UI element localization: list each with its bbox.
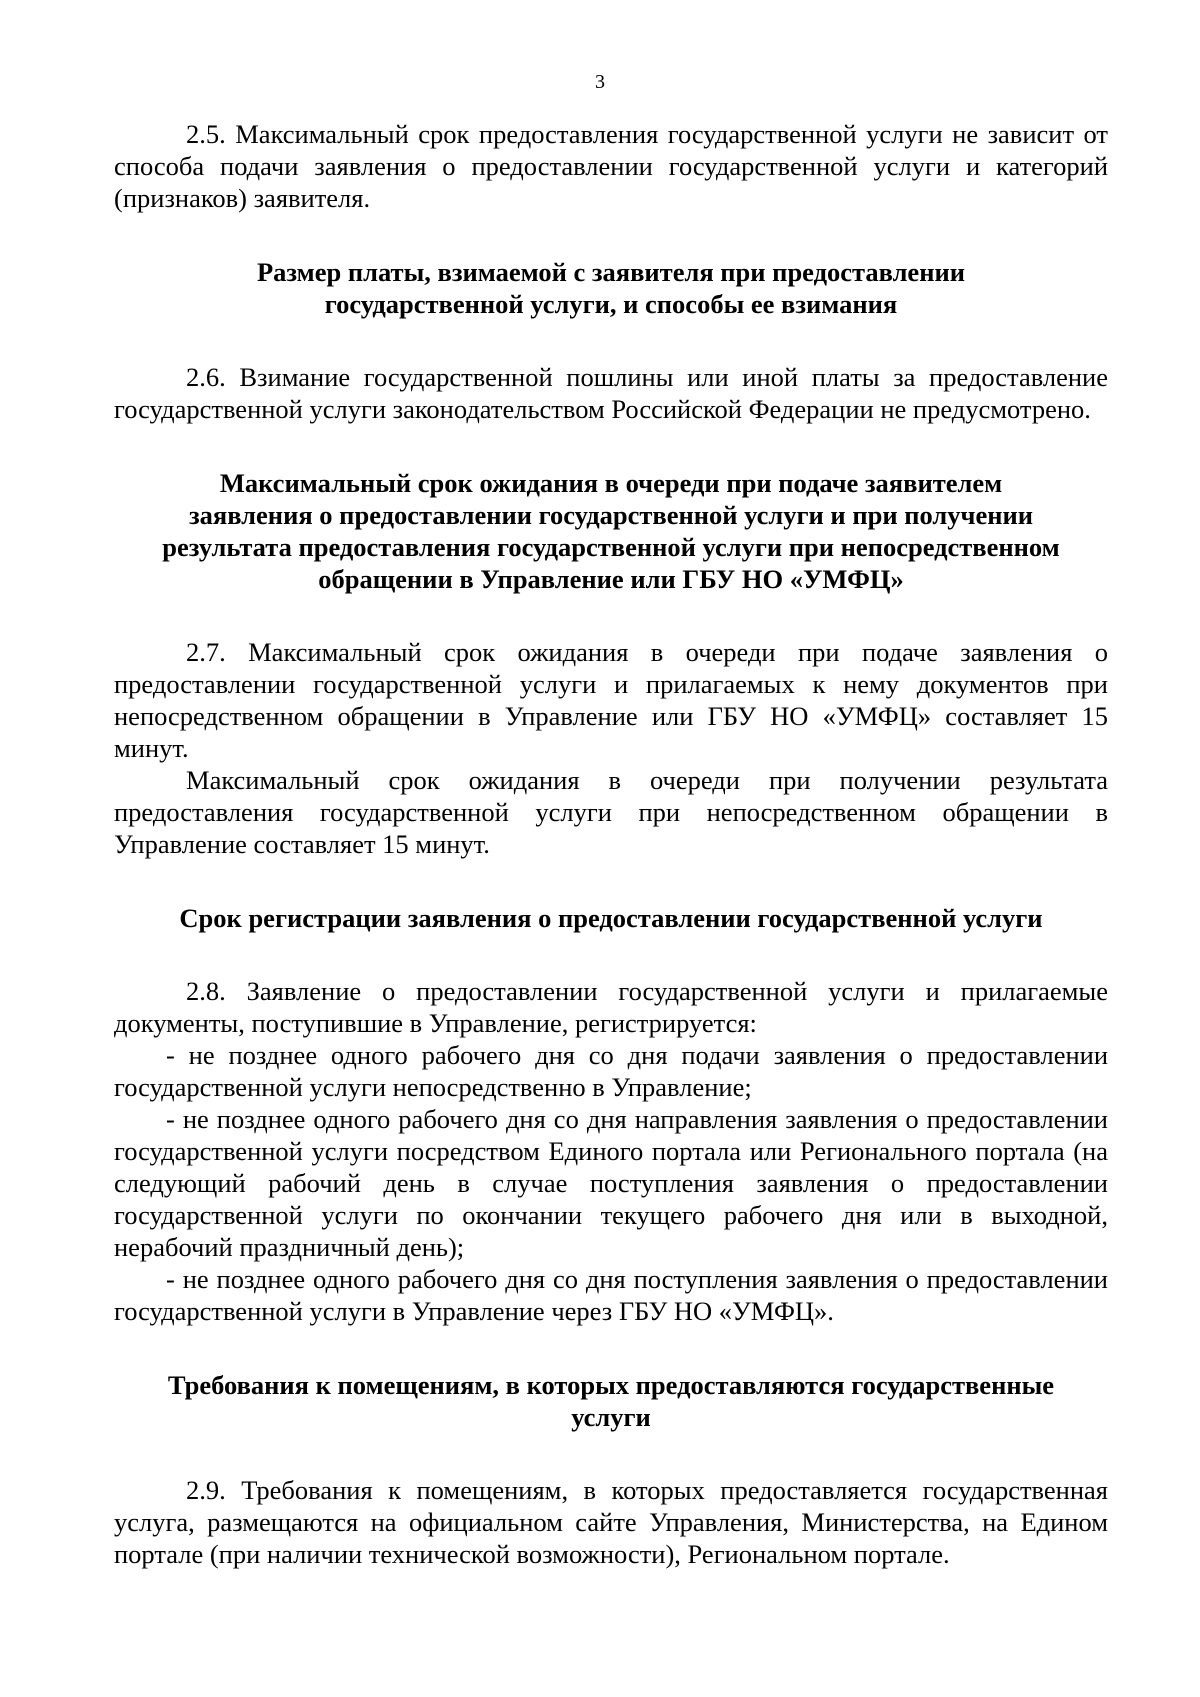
paragraph-2-5: 2.5. Максимальный срок предоставления государственной услуги не зависит от способа подачи заявления о предоставлении государственной услуги и категорий (признаков) заявителя.	[114, 119, 1108, 213]
heading-premises-line-1: Требования к помещениям, в которых предоставляются государственные	[167, 1370, 1055, 1400]
paragraph-2-9: 2.9. Требования к помещениям, в которых предоставляется государственная услуга, размещаются на официальном сайте Управления, Министерства, на Едином портале (при наличии технической возможности), Региональном портале.	[114, 1475, 1108, 1569]
list-item-registration-direct: - не позднее одного рабочего дня со дня подачи заявления о предоставлении государственной услуги непосредственно в Управление;	[114, 1040, 1108, 1102]
paragraph-2-7: 2.7. Максимальный срок ожидания в очереди при подаче заявления о предоставлении государственной услуги и прилагаемых к нему документов при непосредственном обращении в Управление или ГБУ НО «УМФЦ» составляет 15 минут.	[114, 637, 1108, 763]
page-number: 3	[595, 71, 605, 93]
heading-queue-line-3: результата предоставления государственной услуги при непосредственном	[162, 532, 1060, 562]
paragraph-2-8: 2.8. Заявление о предоставлении государственной услуги и прилагаемые документы, поступившие в Управление, регистрируется:	[114, 976, 1108, 1038]
heading-queue	[114, 467, 1108, 595]
heading-registration: Срок регистрации заявления о предоставлении государственной услуги	[179, 903, 1043, 933]
list-item-registration-mfc: - не позднее одного рабочего дня со дня поступления заявления о предоставлении государственной услуги в Управление через ГБУ НО «УМФЦ».	[114, 1264, 1108, 1326]
heading-premises	[114, 1369, 1108, 1433]
document-body	[114, 118, 1108, 1570]
heading-fee	[114, 256, 1108, 320]
paragraph-2-7-continued: Максимальный срок ожидания в очереди при получении результата предоставления государственной услуги при непосредственном обращении в Управление составляет 15 минут.	[114, 765, 1108, 859]
list-item-registration-portal: - не позднее одного рабочего дня со дня направления заявления о предоставлении государственной услуги посредством Единого портала или Регионального портала (на следующий рабочий день в случае поступления заявления о предоставлении государственной услуги по окончании текущего рабочего дня или в выходной, нерабочий праздничный день);	[114, 1104, 1108, 1262]
paragraph-2-6: 2.6. Взимание государственной пошлины или иной платы за предоставление государственной услуги законодательством Российской Федерации не предусмотрено.	[114, 362, 1108, 424]
heading-fee-line-2: государственной услуги, и способы ее взимания	[324, 289, 898, 319]
heading-fee-line-1: Размер платы, взимаемой с заявителя при предоставлении	[256, 257, 966, 287]
heading-premises-line-2: услуги	[571, 1402, 651, 1432]
heading-queue-line-4: обращении в Управление или ГБУ НО «УМФЦ»	[318, 564, 904, 594]
heading-queue-line-1: Максимальный срок ожидания в очереди при подаче заявителем	[219, 468, 1003, 498]
heading-queue-line-2: заявления о предоставлении государственной услуги и при получении	[188, 500, 1034, 530]
